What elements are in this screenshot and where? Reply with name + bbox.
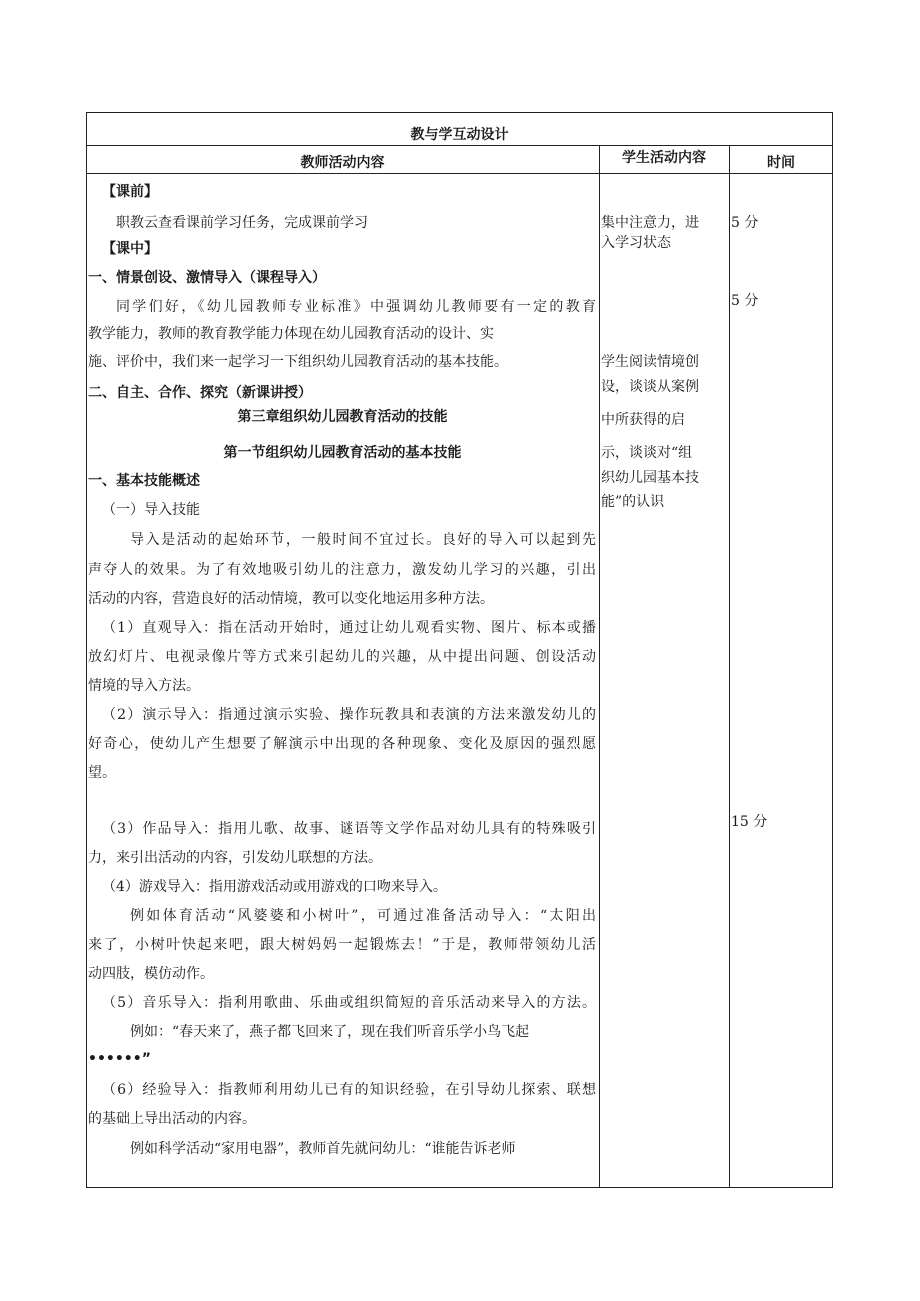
method-1-line: 情境的导入方法。 — [88, 678, 200, 694]
method-1-line: 放幻灯片、电视录像片等方式来引起幼儿的兴趣，从中提出问题、创设活动 — [88, 649, 596, 665]
student-activity-line: 示，谈谈对“组 — [601, 445, 693, 461]
time-value: 15 分 — [731, 814, 768, 830]
label-before-class: 【课前】 — [102, 184, 158, 200]
method-2-line: 望。 — [88, 765, 116, 781]
column-header-student: 学生活动内容 — [622, 150, 706, 166]
method-5-line: （5）音乐导入：指利用歌曲、乐曲或组织简短的音乐活动来导入的方法。 — [102, 995, 596, 1011]
table-divider-header — [86, 173, 833, 174]
student-activity-line: 学生阅读情境创 — [601, 354, 699, 370]
table-divider-title — [86, 145, 833, 146]
time-value: 5 分 — [731, 293, 759, 309]
example-5-line: ••••••” — [88, 1051, 151, 1067]
column-header-teacher: 教师活动内容 — [300, 155, 385, 171]
intro-para-line: 声夺人的效果。为了有效地吸引幼儿的注意力，激发幼儿学习的兴趣，引出 — [88, 562, 596, 578]
table-title: 教与学互动设计 — [410, 127, 509, 143]
method-3-line: （3）作品导入：指用儿歌、故事、谜语等文学作品对幼儿具有的特殊吸引 — [102, 821, 596, 837]
method-2-line: 好奇心，使幼儿产生想要了解演示中出现的各种现象、变化及原因的强烈愿 — [88, 736, 596, 752]
chapter-title: 第三章组织幼儿园教育活动的技能 — [237, 409, 448, 425]
section-1-title: 一、情景创设、激情导入（课程导入） — [88, 270, 326, 286]
example-5-line: 例如：“春天来了，燕子都飞回来了，现在我们听音乐学小鸟飞起 — [130, 1024, 530, 1040]
example-4-line: 动四肢，模仿动作。 — [88, 966, 214, 982]
intro-para-line: 导入是活动的起始环节，一般时间不宜过长。良好的导入可以起到先 — [130, 532, 596, 548]
example-4-line: 例如体育活动“风婆婆和小树叶”，可通过准备活动导入：“太阳出 — [130, 908, 596, 924]
student-activity-line: 中所获得的启 — [601, 412, 685, 428]
student-activity-line: 能”的认识 — [601, 494, 665, 510]
method-1-line: （1）直观导入：指在活动开始时，通过让幼儿观看实物、图片、标本或播 — [102, 620, 596, 636]
overview-heading: 一、基本技能概述 — [88, 473, 200, 489]
method-6-line: 的基础上导出活动的内容。 — [88, 1111, 256, 1127]
label-in-class: 【课中】 — [102, 241, 158, 257]
method-6-line: （6）经验导入：指教师利用幼儿已有的知识经验，在引导幼儿探索、联想 — [102, 1082, 596, 1098]
section-heading: 第一节组织幼儿园教育活动的基本技能 — [223, 445, 462, 461]
method-3-line: 力，来引出活动的内容，引发幼儿联想的方法。 — [88, 850, 382, 866]
student-activity-line: 集中注意力，进 — [601, 215, 699, 231]
time-value: 5 分 — [731, 215, 759, 231]
column-divider-student — [599, 145, 600, 1188]
method-2-line: （2）演示导入：指通过演示实验、操作玩教具和表演的方法来激发幼儿的 — [102, 707, 596, 723]
method-4-line: （4）游戏导入：指用游戏活动或用游戏的口吻来导入。 — [102, 879, 447, 895]
student-activity-line: 设，谈谈从案例 — [601, 379, 699, 395]
example-6-line: 例如科学活动“家用电器”，教师首先就问幼儿：“谁能告诉老师 — [130, 1141, 516, 1157]
text-before-class: 职教云查看课前学习任务，完成课前学习 — [116, 215, 368, 231]
column-header-time: 时间 — [767, 155, 795, 171]
intro-para-line: 活动的内容，营造良好的活动情境，教可以变化地运用多种方法。 — [88, 591, 494, 607]
student-activity-line: 入学习状态 — [601, 235, 671, 251]
section-1-para-line: 教学能力，教师的教育教学能力体现在幼儿园教育活动的设计、实 — [88, 326, 494, 342]
section-1-para-line: 同学们好，《幼儿园教师专业标准》中强调幼儿教师要有一定的教育 — [116, 299, 596, 315]
section-2-title: 二、自主、合作、探究（新课讲授） — [88, 385, 312, 401]
student-activity-line: 织幼儿园基本技 — [601, 470, 699, 486]
section-1-para-line: 施、评价中，我们来一起学习一下组织幼儿园教育活动的基本技能。 — [88, 354, 508, 370]
subheading-intro-skill: （一）导入技能 — [102, 502, 200, 518]
example-4-line: 来了，小树叶快起来吧，跟大树妈妈一起锻炼去！”于是，教师带领幼儿活 — [88, 937, 596, 953]
column-divider-time — [729, 145, 730, 1188]
